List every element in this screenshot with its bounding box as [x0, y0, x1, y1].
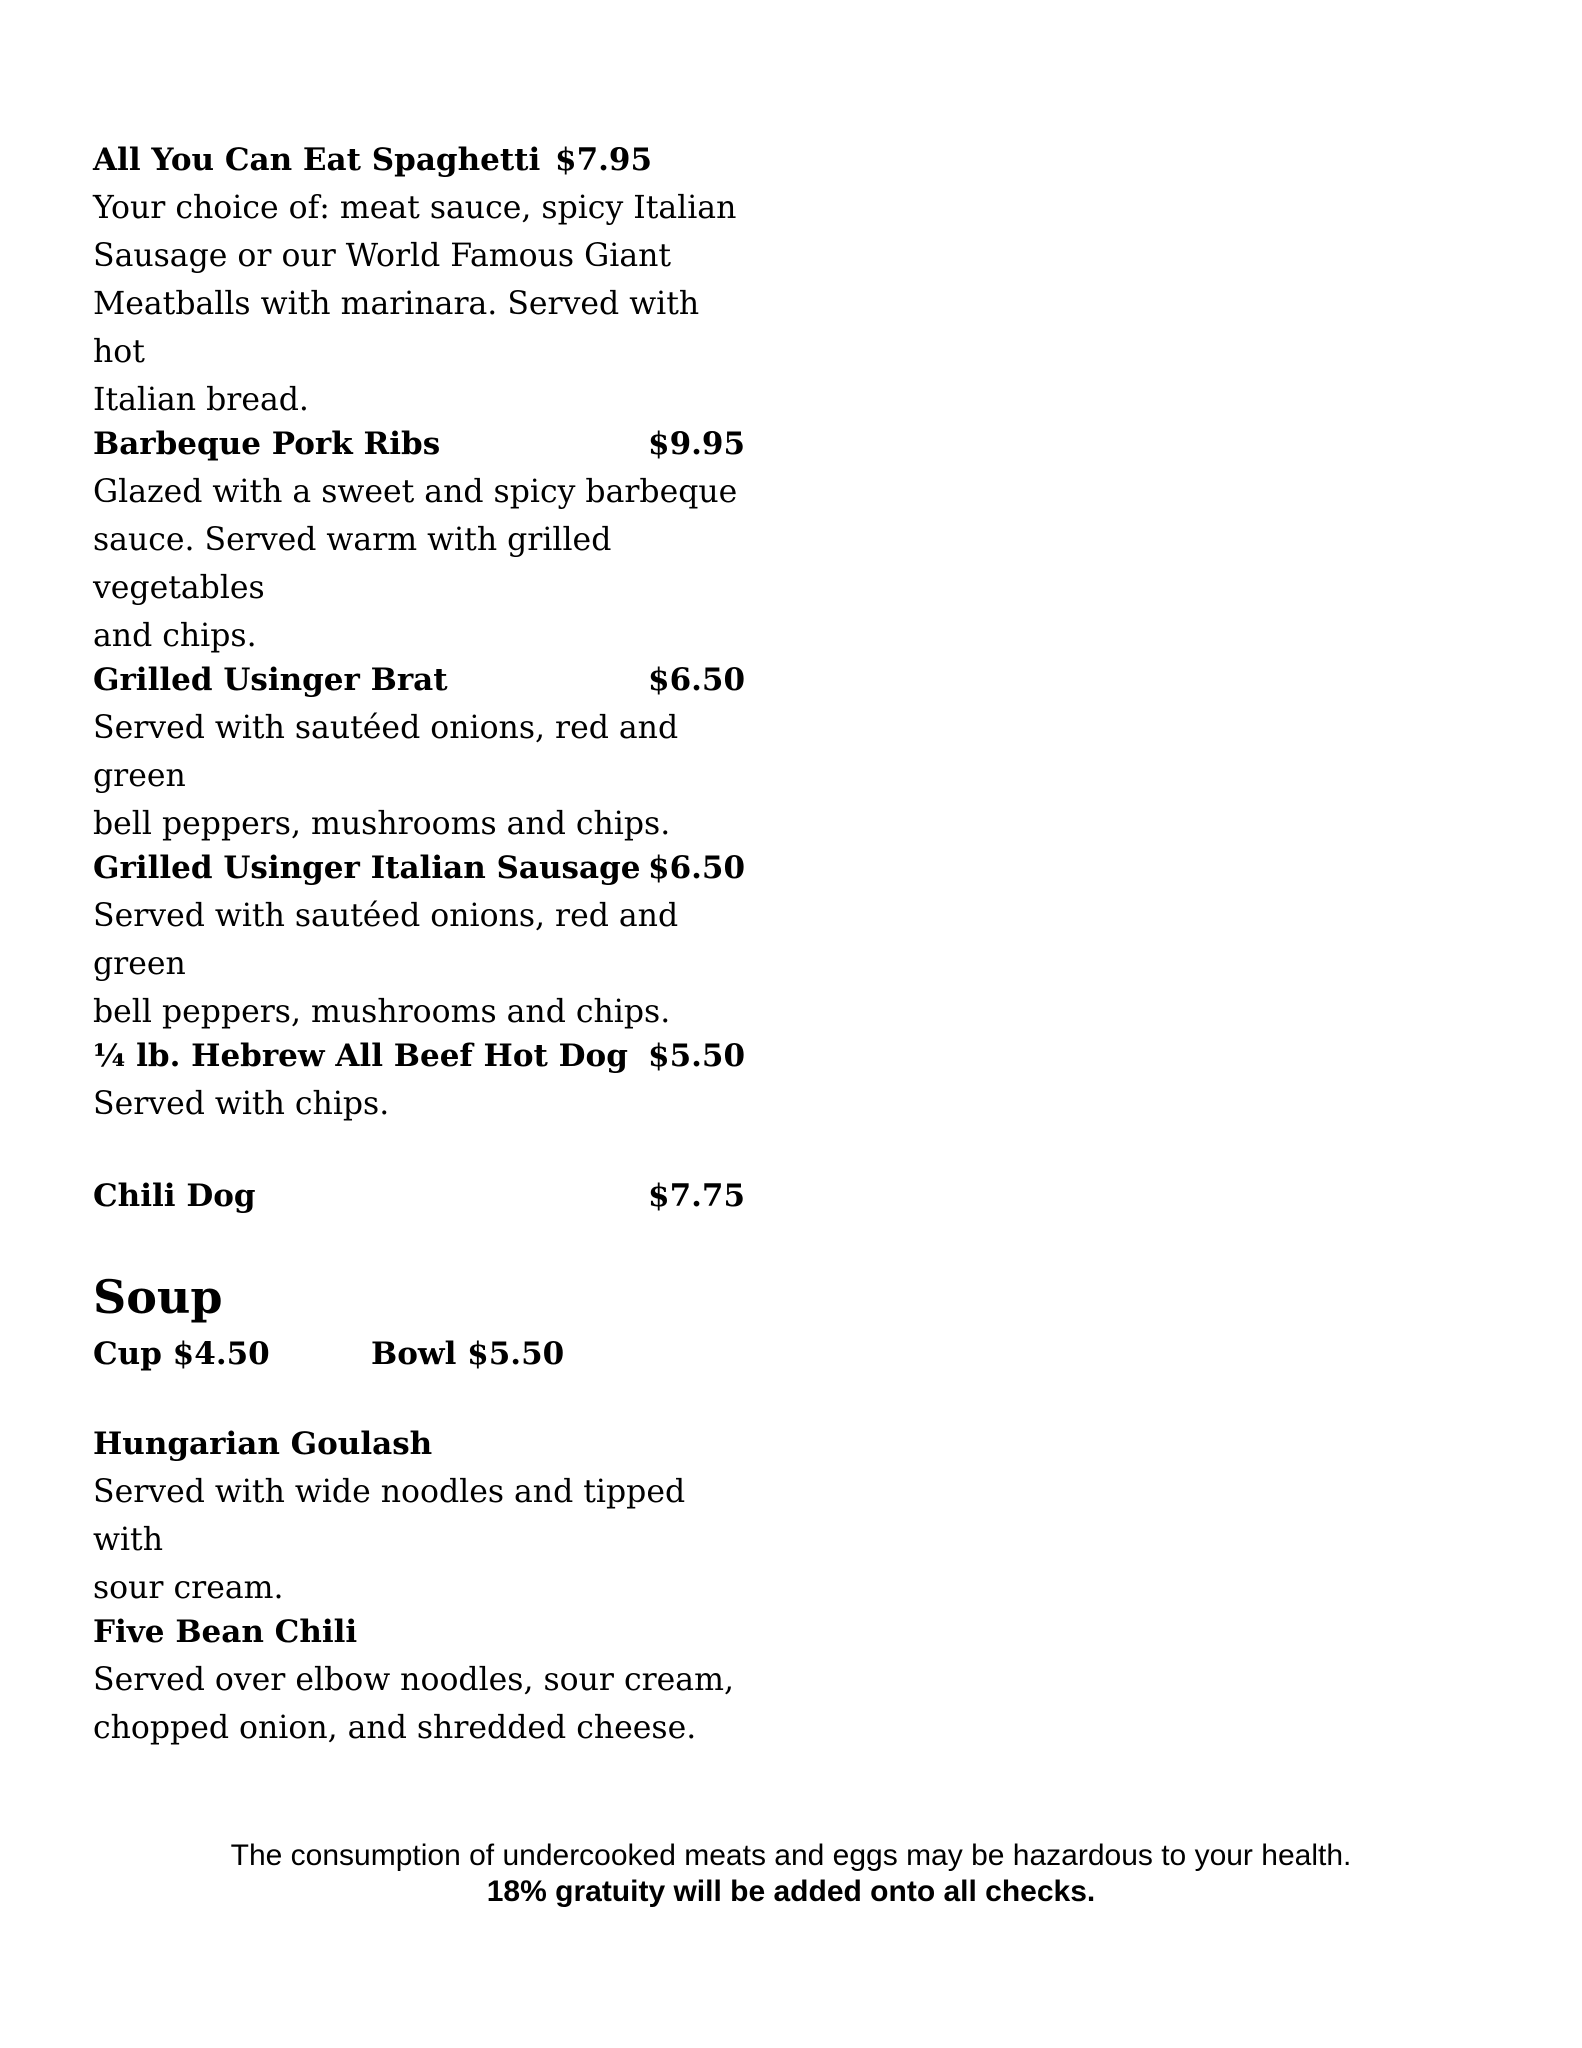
menu-item-price: $5.50 [648, 1038, 746, 1074]
soup-item-name: Hungarian Goulash [93, 1426, 433, 1462]
soup-cup-price: Cup $4.50 [93, 1336, 270, 1372]
menu-item-name: Barbeque Pork Ribs [93, 426, 441, 462]
menu-item-price: $9.95 [648, 426, 746, 462]
menu-item [93, 1172, 753, 1220]
menu-item-price: $7.95 [555, 142, 653, 178]
menu-item-description: Your choice of: meat sauce, spicy Italian Sausage or our World Famous Giant Meatballs with marinara. Served with hot Italian bread. [93, 190, 737, 418]
soup-item-description: Served over elbow noodles, sour cream, chopped onion, and shredded cheese. [93, 1662, 734, 1746]
menu-item-header [93, 656, 753, 704]
menu-item-name: Grilled Usinger Brat [93, 662, 448, 698]
soup-item-header [93, 1608, 753, 1656]
menu-item-header [93, 136, 753, 184]
soup-item-header [93, 1420, 753, 1468]
menu-item-name: Chili Dog [93, 1178, 256, 1214]
menu-item-description: Served with chips. [93, 1086, 390, 1122]
health-warning: The consumption of undercooked meats and eggs may be hazardous to your health. [230, 1839, 1352, 1872]
soup-bowl-price: Bowl $5.50 [371, 1336, 565, 1372]
menu-item-price: $7.75 [648, 1178, 746, 1214]
menu-item-description: Served with sautéed onions, red and green bell peppers, mushrooms and chips. [93, 898, 679, 1030]
soup-item-name: Five Bean Chili [93, 1614, 358, 1650]
menu-item-header [93, 420, 753, 468]
menu-footer [0, 1838, 1582, 1910]
menu-item [93, 844, 753, 1036]
menu-item-description: Glazed with a sweet and spicy barbeque sauce. Served warm with grilled vegetables and chips. [93, 474, 738, 654]
soup-item [93, 1608, 753, 1752]
menu-item [93, 136, 753, 424]
menu-item-price: $6.50 [648, 850, 746, 886]
menu-item-description: Served with sautéed onions, red and green bell peppers, mushrooms and chips. [93, 710, 679, 842]
menu-item-name: All You Can Eat Spaghetti [93, 142, 541, 178]
menu-item-price: $6.50 [648, 662, 746, 698]
menu-item-header [93, 1172, 753, 1220]
soup-item [93, 1420, 753, 1612]
menu-item [93, 656, 753, 848]
section-title-soup: Soup [93, 1270, 223, 1324]
menu-item-name: ¼ lb. Hebrew All Beef Hot Dog [93, 1038, 628, 1074]
soup-size-prices [93, 1330, 753, 1378]
menu-item-name: Grilled Usinger Italian Sausage [93, 850, 641, 886]
menu-item-header [93, 1032, 753, 1080]
menu-item-header [93, 844, 753, 892]
gratuity-notice: 18% gratuity will be added onto all checks. [486, 1875, 1096, 1908]
menu-item [93, 1032, 753, 1128]
soup-item-description: Served with wide noodles and tipped with sour cream. [93, 1474, 686, 1606]
menu-item [93, 420, 753, 660]
